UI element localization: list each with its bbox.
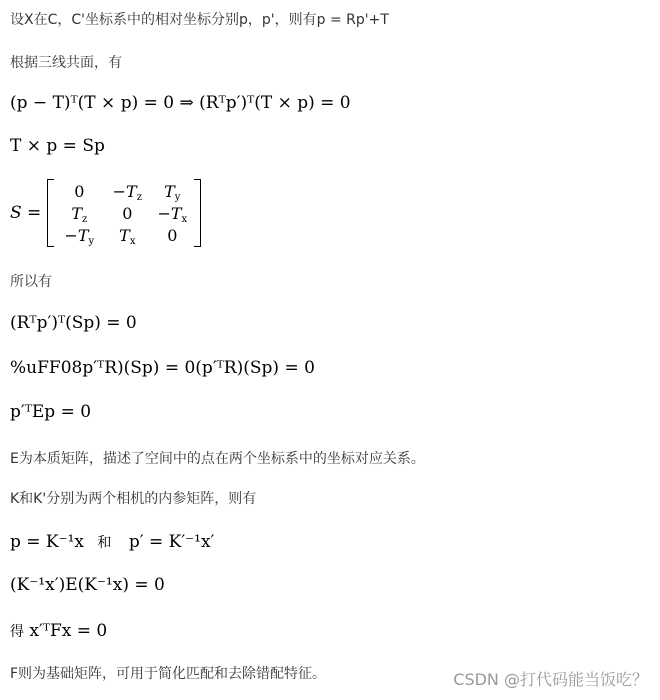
equation-essential-text: p′ᵀEp = 0 — [10, 402, 92, 422]
matrix-cell: $-T_x$ — [157, 203, 188, 225]
equation-normalized-coords — [10, 530, 214, 555]
paragraph-therefore: 所以有 — [10, 274, 52, 290]
equation-fundamental — [10, 619, 107, 644]
equation-skew-matrix — [10, 178, 201, 248]
matrix-cell: $T_z$ — [71, 203, 88, 225]
matrix-cell: $-T_z$ — [112, 181, 142, 203]
equation-pixel-form — [10, 573, 165, 597]
paragraph-intrinsics: K和K'分别为两个相机的内参矩阵，则有 — [10, 491, 257, 507]
matrix-cell: 0 — [74, 181, 85, 201]
equation-coplanarity — [10, 91, 351, 115]
word-obtain: 得 — [10, 624, 24, 640]
matrix-lhs: S = — [10, 203, 42, 223]
equation-cross-product — [10, 134, 105, 158]
matrix-cell: 0 — [122, 203, 133, 223]
equation-and-word: 和 — [97, 535, 112, 551]
csdn-watermark: CSDN @打代码能当饭吃？ — [453, 670, 648, 689]
paragraph-definition: 设X在C，C'坐标系中的相对坐标分别p，p'，则有p = Rp'+T — [10, 12, 389, 28]
equation-cross-product-text: T × p = Sp — [10, 136, 105, 156]
matrix-cell: $-T_y$ — [64, 225, 95, 247]
equation-p-prime-text: p′ = K′⁻¹x′ — [128, 532, 215, 552]
matrix-cell: $T_y$ — [164, 181, 181, 203]
paragraph-coplanar: 根据三线共面，有 — [10, 55, 122, 71]
equation-fundamental-text: x′ᵀFx = 0 — [29, 621, 108, 641]
matrix-cell: $T_x$ — [119, 225, 136, 247]
equation-rearranged — [10, 356, 315, 380]
paragraph-fundamental-matrix: F则为基础矩阵，可用于简化匹配和去除错配特征。 — [10, 666, 327, 682]
matrix-left-bracket — [47, 179, 54, 247]
equation-essential — [10, 400, 91, 424]
equation-coplanarity-text: (p − T)ᵀ(T × p) = 0 ⇒ (Rᵀp′)ᵀ(T × p) = 0 — [10, 93, 351, 113]
equation-p-text: p = K⁻¹x — [10, 532, 85, 552]
paragraph-essential-matrix: E为本质矩阵，描述了空间中的点在两个坐标系中的坐标对应关系。 — [10, 451, 425, 467]
equation-substituted — [10, 311, 137, 335]
equation-substituted-text: (Rᵀp′)ᵀ(Sp) = 0 — [10, 313, 137, 333]
equation-rearranged-text: %uFF08p′ᵀR)(Sp) = 0(p′ᵀR)(Sp) = 0 — [10, 358, 315, 378]
skew-matrix — [54, 180, 194, 246]
matrix-cell: 0 — [167, 225, 178, 245]
equation-pixel-form-text: (K⁻¹x′)E(K⁻¹x) = 0 — [10, 575, 165, 595]
matrix-right-bracket — [194, 179, 201, 247]
